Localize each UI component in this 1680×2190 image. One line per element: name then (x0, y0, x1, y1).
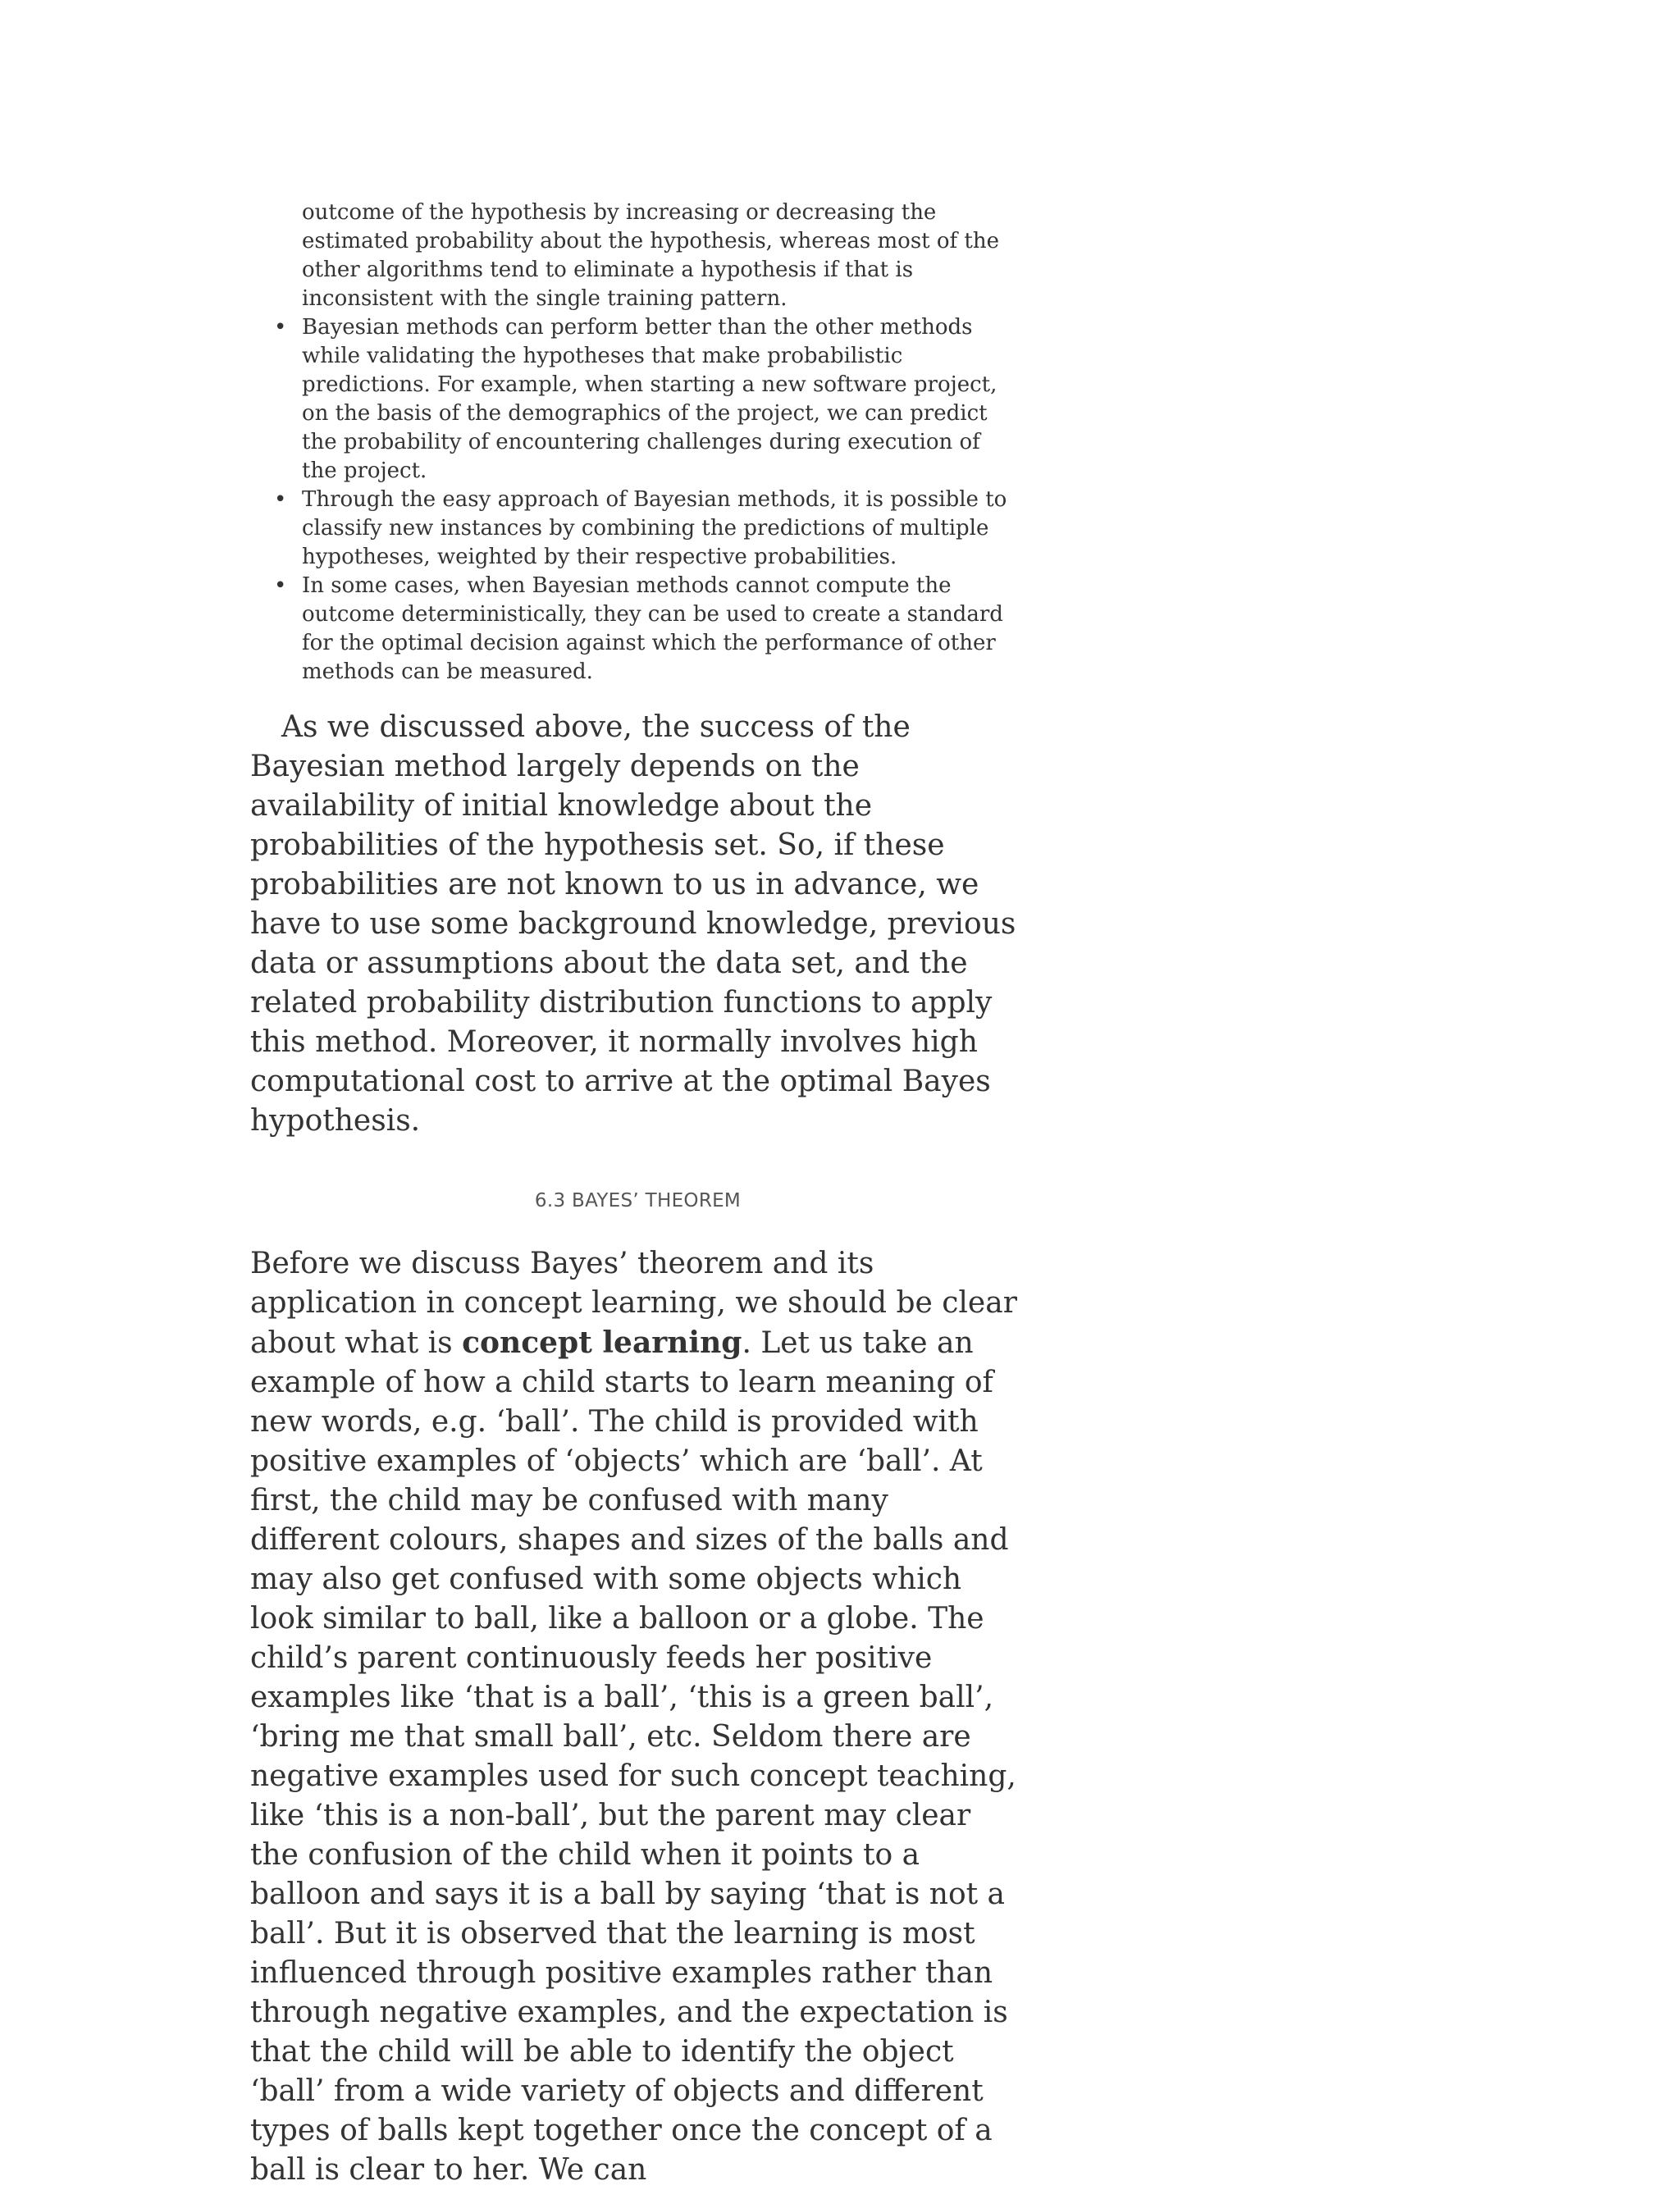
bold-term: concept learning (462, 1325, 742, 1360)
bullet-item (274, 572, 1007, 687)
paragraph-text: . Let us take an example of how a child starts to learn meaning of new words, e.g. ‘ball’. The child is provided with positive examples of ‘objects’ which are ‘ball’. At first, the child may be confused with many different colours, shapes and sizes of the balls and may also get confused with some objects which look similar to ball, like a balloon or a globe. The child’s parent continuously feeds her positive examples like ‘that is a ball’, ‘this is a green ball’, ‘bring me that small ball’, etc. Seldom there are negative examples used for such concept teaching, like ‘this is a non-ball’, but the parent may clear the confusion of the child when it points to a balloon and says it is a ball by saying ‘that is not a ball’. But it is observed that the learning is most influenced through positive examples rather than through negative examples, and the expectation is that the child will be able to identify the object ‘ball’ from a wide variety of objects and different types of balls kept together once the concept of a ball is clear to her. We can (250, 1326, 1016, 2187)
bullet-text: Bayesian methods can perform better than the other methods while validating the hypotheses that make probabilistic predictions. For example, when starting a new software project, on the basis of the demographics of the project, we can predict the probability of encountering challenges during execution of the project. (302, 315, 998, 483)
body-paragraph: As we discussed above, the success of the Bayesian method largely depends on the availability of initial knowledge about the probabilities of the hypothesis set. So, if these probabilities are not known to us in advance, we have to use some background knowledge, previous data or assumptions about the data set, and the related probability distribution functions to apply this method. Moreover, it normally involves high computational cost to arrive at the optimal Bayes hypothesis. (250, 710, 1016, 1138)
bullet-text: Through the easy approach of Bayesian methods, it is possible to classify new instances by combining the predictions of multiple hypotheses, weighted by their respective probabilities. (302, 487, 1007, 569)
bullet-text: In some cases, when Bayesian methods cannot compute the outcome deterministically, they can be used to create a standard for the optimal decision against which the performance of other methods can be measured. (302, 573, 1003, 684)
bullet-dot-icon: • (274, 573, 287, 598)
section-heading: 6.3 BAYES’ THEOREM (534, 1190, 742, 1211)
bullet-dot-icon: • (274, 487, 287, 512)
bullet-item (274, 486, 1007, 572)
paragraph-text: Before we discuss Bayes’ theorem and its application in concept learning, we should be clear about what is (250, 1247, 1017, 1360)
bullet-dot-icon: • (274, 315, 287, 340)
bullet-list (250, 313, 1007, 687)
body-paragraph (250, 1244, 1025, 2190)
bullet-continuation-text: outcome of the hypothesis by increasing or decreasing the estimated probability about the hypothesis, whereas most of the other algorithms tend to eliminate a hypothesis if that is inconsistent with the single training pattern. (302, 200, 999, 311)
text-column (250, 198, 1025, 2190)
bullet-item (274, 313, 1007, 486)
